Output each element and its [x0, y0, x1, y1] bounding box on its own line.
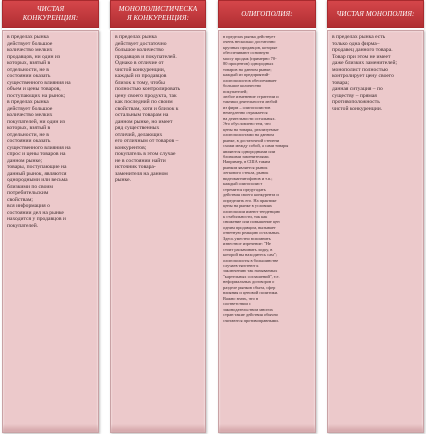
column-body-text: в пределах рынка действует большое количество мелких продавцов, ни один из которых, взятый в отдельности, не в состоянии оказать существенного влияния на объем и цены товаров, поступающих на рынок; в пределах рынка действует большое количество мелких покупателей, ни один из которых, взятый в отдельности, не в состоянии оказать существенного влияния на спрос и цены товаров на данном рынке; товары, поступающие на данный рынок, являются однородными или весьма близкими по своим потребительским свойствам; вся информация о состоянии дел на рынке находится у продавцов и покупателей. — [7, 34, 71, 229]
column-heading-text: ЧИСТАЯ КОНКУРЕНЦИЯ: — [22, 5, 79, 22]
column-body-text: в пределах рынка действует достаточно большое количество продавцов и покупателей. Однако в отличие от чистой конкуренции, каждый из продавцов близок к тому, чтобы полностью контролировать цену своего продукта, так как последний по своим свойствам, хотя и близок к остальным товарам на данном рынке, но имеет ряд существенных отличий, делающих его отличным от товаров – конкурентов; покупатель в этом случае не в состоянии найти источник товара- заменителя на данном рынке. — [115, 34, 181, 183]
column-body-text: в пределах рынка есть только одна фирма– продавец данного товара. Товар при этом не имеет даже близких заменителей; монополист полностью контролирует цену своего товара; данная ситуация – по существу – прямая противоположность чистой конкуренции. — [332, 34, 398, 112]
column-body — [2, 30, 99, 433]
column-body — [327, 30, 424, 433]
column-body — [218, 30, 316, 433]
column-heading-text: ОЛИГОПОЛИЯ: — [241, 9, 293, 18]
column-heading-text: МОНОПОЛИСТИЧЕСКА Я КОНКУРЕНЦИЯ: — [118, 5, 198, 22]
column-heading-text: ЧИСТАЯ МОНОПОЛИЯ: — [336, 9, 415, 18]
column-pure-monopoly — [327, 0, 424, 433]
column-heading — [110, 0, 206, 28]
column-pure-competition — [2, 0, 99, 433]
column-body-text: в пределах рынка действует очень несколько достаточно крупных продавцов, которые обеспечивают основную массу продаж (примерно 70- 80 процентов) однородных товаров на данном рынке; каждый из предприятий- олигополистов обеспечивает большое количество покупателей; любое изменение стратегии и тактики деятельности любой из фирм – олигополистов немедленно отражается на деятельности остальных. Это обусловлено тем, что цены на товары, реализуемые олигополистами на данном рынке, в достаточной степени схожи между собой, а сами товары являются однородными или близкими заменителями. Например, в США таким рынком является рынок легкового стекла, рынок видеомагнитофонов и т.п.; каждый олигополист стремится предугадать действия своего конкурента и определить его. На практике цены на рынке в условиях олигополии имеют тенденцию к стабильности, так как снижение или повышение цен одним продавцом, вызывает ответную реакцию остальных. Здесь уместно вспомнить известное изречение: "Не стоит раскачивать лодку, в которой вы находитесь сам"; олигополисты в большинстве случаев тяготеют к заключению так называемых "картельных соглашений", т.е. неформальных договоров о разделе рынков сбыта, сфер влияния и ценовой политики. Важно знать, что в соответствии с законодательством многих стран такие действия обычно считаются противоправными. — [223, 34, 289, 323]
column-oligopoly — [218, 0, 316, 433]
column-monopolistic-competition — [110, 0, 206, 433]
column-heading — [218, 0, 316, 28]
column-heading — [327, 0, 424, 28]
column-body — [110, 30, 206, 433]
column-heading — [2, 0, 99, 28]
